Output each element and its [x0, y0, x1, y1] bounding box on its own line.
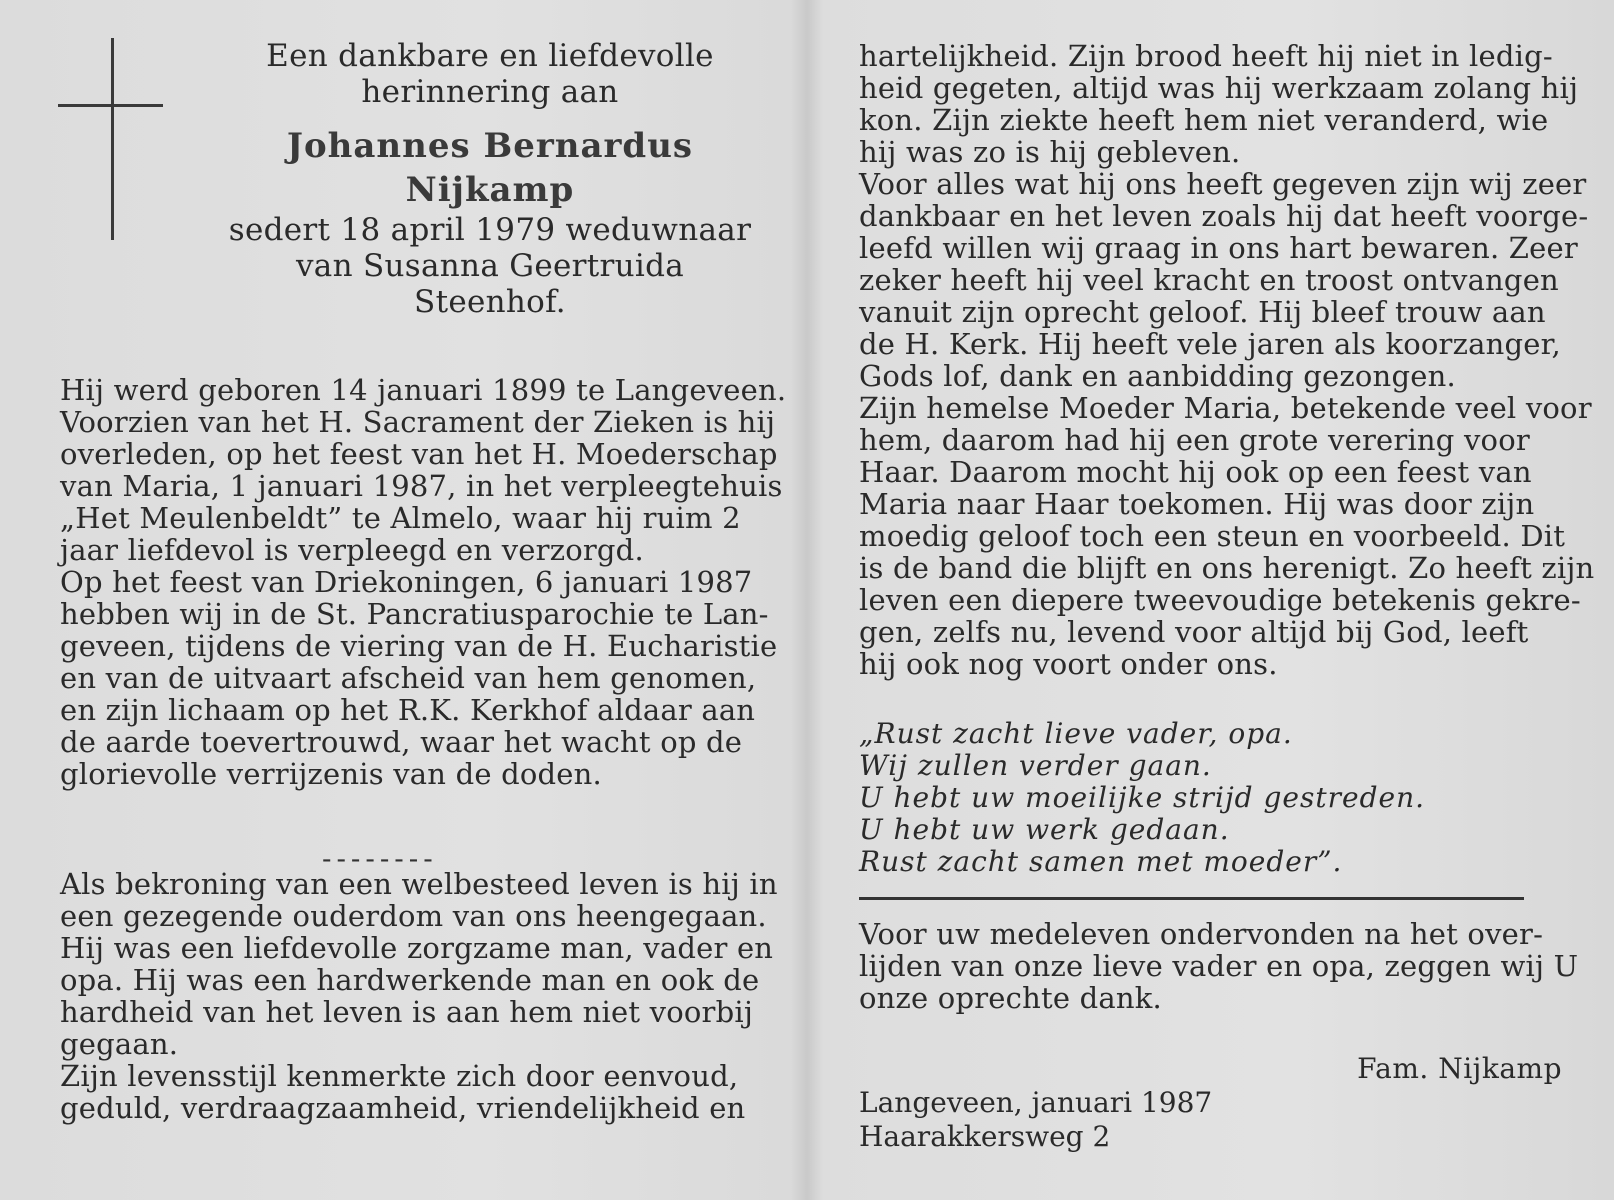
- character-paragraph: [859, 39, 1595, 681]
- text-line: van Maria, 1 januari 1987, in het verpleegtehuis: [60, 469, 783, 503]
- birth-death-paragraph: [60, 373, 787, 791]
- text-line: hem, daarom had hij een grote verering voor: [859, 423, 1530, 457]
- text-line: Voor uw medeleven ondervonden na het over-: [859, 917, 1544, 951]
- text-line: Voorzien van het H. Sacrament der Zieken is hij: [60, 405, 776, 439]
- divider-rule: [859, 897, 1524, 900]
- poem-line: Rust zacht samen met moeder”.: [859, 845, 1343, 878]
- text-line: heid gegeten, altijd was hij werkzaam zolang hij: [859, 71, 1579, 105]
- text-line: onze oprechte dank.: [859, 981, 1162, 1015]
- text-line: moedig geloof toch een steun en voorbeeld. Dit: [859, 519, 1566, 553]
- text-line: „Het Meulenbeldt” te Almelo, waar hij ruim 2: [60, 501, 741, 535]
- deceased-surname: Nijkamp: [405, 170, 575, 210]
- cross-icon-bar: [58, 104, 163, 107]
- text-line: Hij werd geboren 14 januari 1899 te Langeveen.: [60, 373, 787, 407]
- text-line: gegaan.: [60, 1027, 179, 1061]
- text-line: glorievolle verrijzenis van de doden.: [60, 757, 602, 791]
- life-paragraph: [60, 867, 778, 1125]
- poem-line: Wij zullen verder gaan.: [859, 749, 1212, 782]
- text-line: een gezegende ouderdom van ons heengegaan.: [60, 899, 767, 933]
- text-line: jaar liefdevol is verpleegd en verzorgd.: [60, 533, 644, 567]
- spouse-line: van Susanna Geertruida: [295, 248, 685, 284]
- text-line: en van de uitvaart afscheid van hem genomen,: [60, 661, 757, 695]
- poem: [859, 718, 1425, 878]
- text-line: de aarde toevertrouwd, waar het wacht op de: [60, 725, 743, 759]
- header-line-2: herinnering aan: [361, 74, 619, 110]
- text-line: gen, zelfs nu, levend voor altijd bij God, leeft: [859, 615, 1529, 649]
- cross-icon: [111, 38, 114, 240]
- poem-line: „Rust zacht lieve vader, opa.: [859, 717, 1293, 750]
- text-line: Als bekroning van een welbesteed leven is hij in: [60, 867, 778, 901]
- text-line: hebben wij in de St. Pancratiusparochie te Lan-: [60, 597, 769, 631]
- place-date: Langeveen, januari 1987: [859, 1086, 1213, 1119]
- text-line: en zijn lichaam op het R.K. Kerkhof aldaar aan: [60, 693, 756, 727]
- poem-line: U hebt uw werk gedaan.: [859, 813, 1230, 846]
- memorial-header: [200, 38, 780, 320]
- text-line: leefd willen wij graag in ons hart bewaren. Zeer: [859, 231, 1578, 265]
- place-and-address: [859, 1086, 1212, 1154]
- text-line: geveen, tijdens de viering van de H. Eucharistie: [60, 629, 778, 663]
- text-line: hartelijkheid. Zijn brood heeft hij niet in ledig-: [859, 39, 1553, 73]
- text-line: de H. Kerk. Hij heeft vele jaren als koorzanger,: [859, 327, 1561, 361]
- text-line: geduld, verdraagzaamheid, vriendelijkheid en: [60, 1091, 746, 1125]
- header-line-1: Een dankbare en liefdevolle: [266, 38, 714, 74]
- text-line: hij ook nog voort onder ons.: [859, 647, 1278, 681]
- spouse-surname: Steenhof.: [414, 284, 566, 320]
- text-line: hij was zo is hij gebleven.: [859, 135, 1241, 169]
- text-line: dankbaar en het leven zoals hij dat heeft voorge-: [859, 199, 1589, 233]
- text-line: Gods lof, dank en aanbidding gezongen.: [859, 359, 1456, 393]
- text-line: lijden van onze lieve vader en opa, zeggen wij U: [859, 949, 1579, 983]
- separator-dashes: --------: [322, 842, 438, 875]
- text-line: Hij was een liefdevolle zorgzame man, vader en: [60, 931, 774, 965]
- text-line: Voor alles wat hij ons heeft gegeven zijn wij zeer: [859, 167, 1587, 201]
- poem-line: U hebt uw moeilijke strijd gestreden.: [859, 781, 1426, 814]
- text-line: Zijn hemelse Moeder Maria, betekende veel voor: [859, 391, 1592, 425]
- text-line: leven een diepere tweevoudige betekenis gekre-: [859, 583, 1581, 617]
- family-signature: Fam. Nijkamp: [1357, 1052, 1562, 1085]
- text-line: is de band die blijft en ons herenigt. Zo heeft zijn: [859, 551, 1595, 585]
- text-line: Zijn levensstijl kenmerkte zich door eenvoud,: [60, 1059, 739, 1093]
- text-line: zeker heeft hij veel kracht en troost ontvangen: [859, 263, 1559, 297]
- address: Haarakkersweg 2: [859, 1120, 1111, 1153]
- deceased-first-names: Johannes Bernardus: [286, 126, 694, 166]
- text-line: hardheid van het leven is aan hem niet voorbij: [60, 995, 754, 1029]
- text-line: kon. Zijn ziekte heeft hem niet veranderd, wie: [859, 103, 1549, 137]
- text-line: Maria naar Haar toekomen. Hij was door zijn: [859, 487, 1535, 521]
- text-line: Op het feest van Driekoningen, 6 januari 1987: [60, 565, 753, 599]
- text-line: opa. Hij was een hardwerkende man en ook de: [60, 963, 760, 997]
- text-line: vanuit zijn oprecht geloof. Hij bleef trouw aan: [859, 295, 1546, 329]
- right-panel: [807, 0, 1614, 1200]
- text-line: Haar. Daarom mocht hij ook op een feest van: [859, 455, 1532, 489]
- thanks-paragraph: [859, 917, 1579, 1015]
- text-line: overleden, op het feest van het H. Moederschap: [60, 437, 778, 471]
- widower-line: sedert 18 april 1979 weduwnaar: [228, 212, 752, 248]
